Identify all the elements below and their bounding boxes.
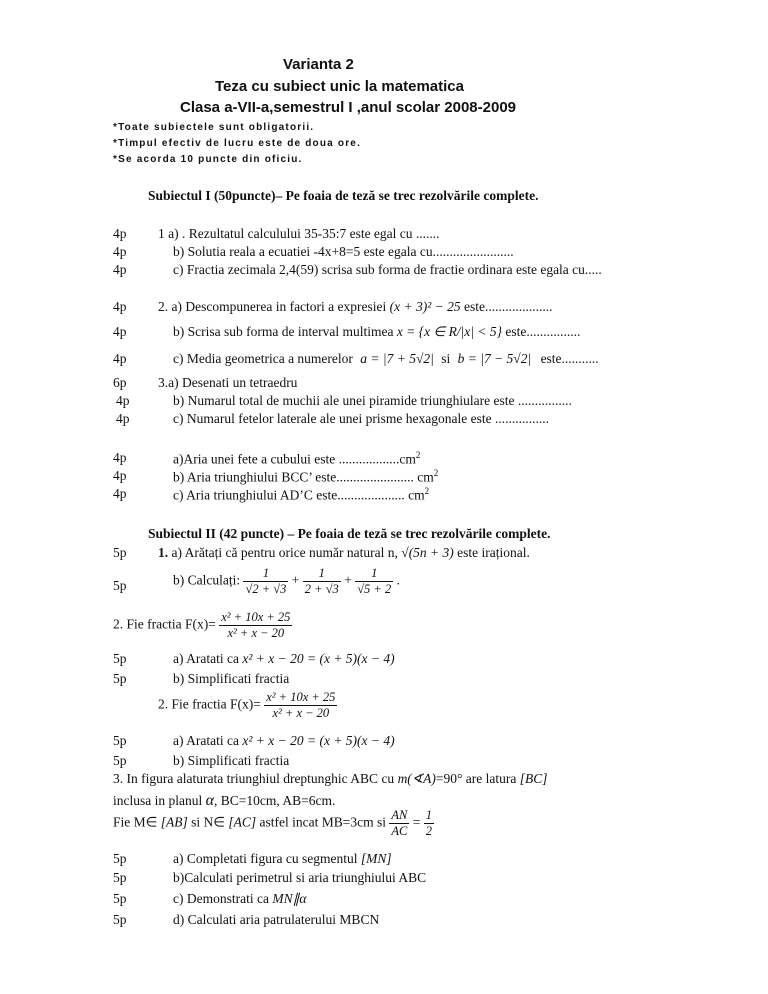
math-expression: [MN] — [360, 851, 392, 866]
fraction: $\frac{\text{x² + 10x + 25}}{\text{x² + x − 20}}$ — [266, 690, 336, 720]
question-text — [173, 733, 395, 749]
header-variant: Varianta 2 — [283, 56, 354, 73]
list-item — [0, 244, 768, 262]
question-text: c) Aria triunghiului AD’C este.................... cm — [173, 487, 425, 503]
fraction: $\frac{\text{x² + 10x + 25}}{\text{x² + x − 20}}$ — [221, 610, 291, 640]
question-text: 1 a) . Rezultatul calculului 35-35:7 este egal cu ....... — [158, 226, 440, 241]
math-expression: (x + 3)² − 25 — [389, 299, 461, 314]
fraction: $\frac{1}{√5 + 2}$ — [357, 566, 392, 596]
math-expression: α — [205, 792, 215, 809]
math-expression: m(∢A) — [397, 771, 436, 786]
equals-sign: = — [412, 814, 421, 830]
question-text — [113, 610, 292, 641]
question-text-c: astfel incat MB=3cm si — [259, 814, 387, 830]
list-item — [0, 393, 768, 411]
superscript: 2 — [433, 468, 439, 478]
question-text: b) Simplificati fractia — [173, 671, 290, 686]
question-text: b) Solutia reala a ecuatiei -4x+8=5 este egala cu........................ — [173, 244, 514, 259]
list-item — [0, 486, 768, 504]
points-label: 5p — [113, 671, 127, 686]
points-label: 4p — [116, 411, 130, 426]
list-item — [0, 566, 768, 606]
question-text — [173, 450, 420, 468]
list-item — [0, 753, 768, 771]
question-text — [173, 891, 306, 907]
points-label: 5p — [113, 545, 127, 560]
question-text-a: a) Completati figura cu segmentul — [173, 851, 358, 866]
question-number: 1. — [158, 545, 169, 560]
list-item — [0, 771, 768, 789]
subiect2-title: Subiectul II (42 puncte) – Pe foaia de teză se trec rezolvările complete. — [148, 526, 551, 541]
question-text — [113, 771, 548, 787]
header-class: Clasa a-VII-a,semestrul I ,anul scolar 2008-2009 — [180, 99, 517, 116]
points-label: 4p — [113, 226, 127, 241]
subiect1-title: Subiectul I (50puncte)– Pe foaia de teză se trec rezolvările complete. — [148, 188, 539, 203]
question-text-a: 2. a) Descompunerea in factori a expresiei — [158, 299, 387, 314]
question-text-a: a) Arătați că pentru orice număr natural n, — [168, 545, 398, 560]
question-text: 3.a) Desenati un tetraedru — [158, 375, 298, 390]
math-expression: x² + x − 20 = (x + 5)(x − 4) — [242, 733, 395, 748]
question-text-b: este........... — [540, 351, 599, 366]
header-title: Teza cu subiect unic la matematica — [215, 78, 464, 95]
question-text — [173, 486, 429, 504]
question-text — [158, 690, 337, 721]
points-label: 5p — [113, 851, 127, 866]
math-expression: x = {x ∈ R/|x| < 5} — [396, 324, 502, 339]
fraction: $\frac{1}{√2 + √3}$ — [245, 566, 287, 596]
points-label: 6p — [113, 375, 127, 390]
question-text-a: Fie M∈ — [113, 814, 158, 830]
points-label: 4p — [113, 262, 127, 277]
points-label: 5p — [113, 753, 127, 768]
question-text: b)Calculati perimetrul si aria triunghiului ABC — [173, 870, 427, 885]
question-text-a: c) Demonstrati ca — [173, 891, 269, 906]
note-mandatory: *Toate subiectele sunt obligatorii. — [113, 122, 315, 133]
question-text — [158, 545, 530, 561]
list-item — [0, 468, 768, 486]
list-item — [0, 651, 768, 669]
question-text: b) Aria triunghiului BCC’ este....................... cm — [173, 469, 434, 485]
question-text — [173, 351, 599, 367]
list-item — [0, 610, 768, 650]
question-text-b: este.................... — [460, 299, 553, 314]
list-item — [0, 351, 768, 369]
question-text-b: =90° are latura — [435, 771, 517, 786]
question-text-a: a) Aratati ca — [173, 733, 239, 748]
question-text — [158, 299, 553, 315]
superscript: 2 — [415, 450, 421, 460]
list-item — [0, 450, 768, 468]
list-item — [0, 690, 768, 730]
math-expression: MN∥α — [272, 891, 307, 906]
question-text — [173, 651, 395, 667]
conjunction: si — [441, 351, 451, 366]
question-text-a: inclusa in planul — [113, 793, 203, 808]
superscript: 2 — [424, 486, 430, 496]
question-text: c) Numarul fetelor laterale ale unei prisme hexagonale este ................ — [173, 411, 549, 426]
points-label: 4p — [116, 393, 130, 408]
math-expression: [BC] — [519, 771, 548, 786]
list-item — [0, 912, 768, 930]
note-points: *Se acorda 10 puncte din oficiu. — [113, 154, 303, 165]
fraction: $\frac{1}{2 + √3}$ — [304, 566, 339, 596]
question-text: b) Simplificati fractia — [173, 753, 290, 768]
question-text-b: este irațional. — [457, 545, 530, 560]
list-item — [0, 262, 768, 280]
list-item — [0, 324, 768, 342]
list-item — [0, 808, 768, 848]
question-text-a: b) Calculați: — [173, 572, 241, 588]
points-label: 5p — [113, 912, 127, 927]
fraction: $\frac{AN}{AC}$ — [391, 808, 408, 838]
list-item — [0, 375, 768, 393]
points-label: 5p — [113, 578, 127, 593]
points-label: 4p — [113, 351, 127, 366]
math-expression: a = |7 + 5√2| — [360, 351, 434, 366]
points-label: 4p — [113, 450, 127, 465]
question-text: b) Numarul total de muchii ale unei piramide triunghiulare este ................ — [173, 393, 572, 408]
question-text — [173, 851, 392, 867]
points-label: 4p — [113, 486, 127, 501]
list-item — [0, 226, 768, 244]
question-text — [113, 808, 434, 839]
list-item — [0, 411, 768, 429]
question-text-a: a) Aratati ca — [173, 651, 239, 666]
points-label: 4p — [113, 324, 127, 339]
fraction: $\frac{1}{2}$ — [425, 808, 432, 838]
question-text-a: b) Scrisa sub forma de interval multimea — [173, 324, 394, 339]
list-item — [0, 851, 768, 869]
list-item — [0, 545, 768, 563]
note-time: *Timpul efectiv de lucru este de doua ore. — [113, 138, 362, 149]
question-text-a: 3. In figura alaturata triunghiul dreptunghic ABC cu — [113, 771, 395, 786]
math-expression: x² + x − 20 = (x + 5)(x − 4) — [242, 651, 395, 666]
points-label: 5p — [113, 891, 127, 906]
question-text-b: este................ — [502, 324, 581, 339]
question-text-b: si N∈ — [191, 814, 226, 830]
math-expression: √(5n + 3) — [401, 545, 454, 560]
question-text: a)Aria unei fete a cubului este ..................cm — [173, 451, 416, 467]
points-label: 5p — [113, 870, 127, 885]
question-text — [173, 324, 580, 340]
question-text-b: , BC=10cm, AB=6cm. — [214, 793, 336, 808]
question-text — [173, 468, 438, 486]
points-label: 4p — [113, 299, 127, 314]
question-text: c) Fractia zecimala 2,4(59) scrisa sub forma de fractie ordinara este egala cu..... — [173, 262, 602, 277]
list-item — [0, 870, 768, 888]
list-item — [0, 299, 768, 317]
list-item — [0, 733, 768, 751]
points-label: 5p — [113, 733, 127, 748]
list-item — [0, 891, 768, 909]
question-text-a: 2. Fie fractia F(x)= — [158, 696, 261, 712]
question-text-a: c) Media geometrica a numerelor — [173, 351, 353, 366]
math-expression: [AC] — [228, 814, 257, 830]
math-expression: b = |7 − 5√2| — [457, 351, 532, 366]
list-item — [0, 671, 768, 689]
points-label: 4p — [113, 468, 127, 483]
question-text: d) Calculati aria patrulaterului MBCN — [173, 912, 380, 927]
math-expression: [AB] — [160, 814, 188, 830]
points-label: 5p — [113, 651, 127, 666]
question-text-a: 2. Fie fractia F(x)= — [113, 616, 216, 632]
question-text: b) Calculați: $\frac{1}{√2 + √3}$ + $\frac{1}{2 + √3}$ + $\frac{1}{√5 + 2}$ . — [173, 566, 400, 596]
points-label: 4p — [113, 244, 127, 259]
